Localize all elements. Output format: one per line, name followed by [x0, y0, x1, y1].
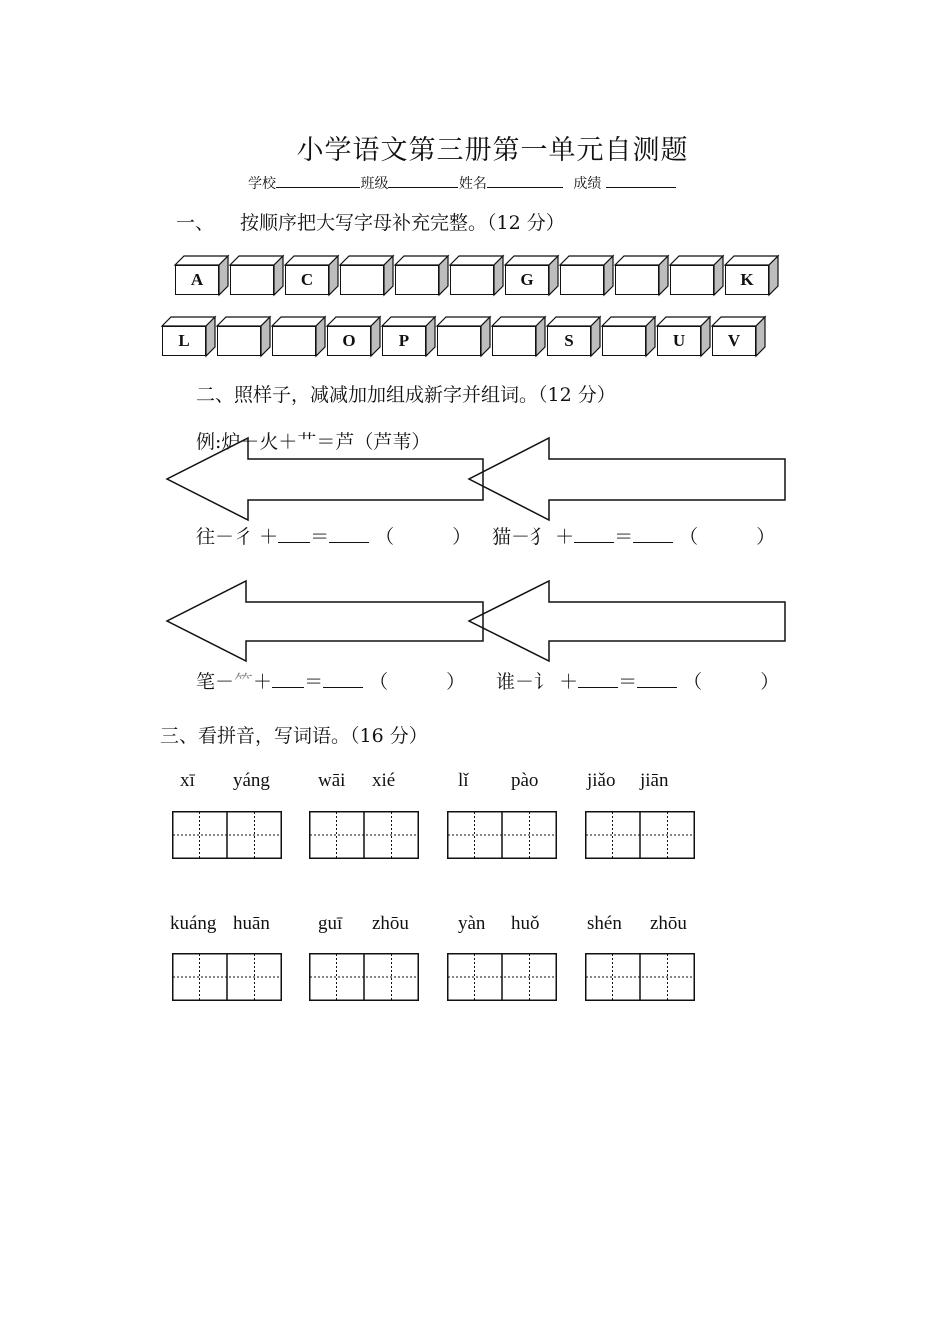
writing-grid[interactable] — [309, 811, 419, 859]
left-arrow-icon — [469, 581, 785, 661]
letter-cell: K — [725, 265, 769, 295]
tianzige-box — [585, 811, 695, 859]
pinyin-syllable: huǒ — [511, 913, 540, 934]
answer-blank[interactable] — [278, 524, 310, 543]
pinyin-syllable: huān — [233, 913, 270, 934]
letter-cell: O — [327, 326, 371, 356]
writing-grid[interactable] — [172, 811, 282, 859]
tianzige-box — [447, 953, 557, 1001]
tianzige-box — [447, 811, 557, 859]
left-arrow-icon — [167, 581, 483, 661]
pinyin-syllable: zhōu — [372, 913, 409, 934]
equation-item: 往－彳 ＋ ＝ （ ） — [196, 526, 472, 548]
tianzige-box — [585, 953, 695, 1001]
pinyin-syllable: jiān — [640, 770, 669, 791]
school-label: 学校 — [248, 176, 276, 192]
pinyin-syllable: zhōu — [650, 913, 687, 934]
pinyin-syllable: shén — [587, 913, 622, 934]
answer-blank[interactable] — [323, 669, 363, 688]
left-arrow-icon — [469, 438, 785, 520]
letter-cell: P — [382, 326, 426, 356]
pinyin-syllable: kuáng — [170, 913, 217, 934]
section1-number: 一、 — [176, 212, 215, 234]
letter-cell: C — [285, 265, 329, 295]
pinyin-syllable: lǐ — [458, 770, 469, 791]
letter-cell: V — [712, 326, 756, 356]
class-label: 班级 — [360, 176, 389, 192]
page-title: 小学语文第三册第一单元自测题 — [296, 135, 689, 166]
pinyin-syllable: xié — [372, 770, 396, 791]
tianzige-box — [309, 811, 419, 859]
writing-grid[interactable] — [172, 953, 282, 1001]
letter-cell: L — [162, 326, 206, 356]
pinyin-syllable: xī — [180, 770, 195, 791]
pinyin-syllable: wāi — [318, 770, 346, 791]
answer-blank[interactable] — [637, 669, 677, 688]
equation-item: 谁－讠 ＋ ＝ （ ） — [496, 671, 780, 693]
name-label: 姓名 — [458, 176, 487, 192]
answer-blank[interactable] — [574, 524, 614, 543]
example-line: 例:炉－火＋艹＝芦（芦苇） — [196, 431, 431, 453]
pinyin-syllable: yáng — [233, 770, 270, 791]
pinyin-syllable: yàn — [458, 913, 486, 934]
answer-blank[interactable] — [633, 524, 673, 543]
writing-grid[interactable] — [585, 811, 695, 859]
answer-blank[interactable] — [329, 524, 369, 543]
equation-item: 笔－⺮＋ ＝ （ ） — [196, 671, 466, 693]
tianzige-box — [172, 953, 282, 1001]
letter-cell: U — [657, 326, 701, 356]
writing-grid[interactable] — [447, 953, 557, 1001]
answer-blank[interactable] — [272, 669, 304, 688]
letter-cell: S — [547, 326, 591, 356]
equation-item: 猫－犭 ＋ ＝ （ ） — [492, 526, 776, 548]
writing-grid[interactable] — [447, 811, 557, 859]
tianzige-box — [309, 953, 419, 1001]
pinyin-syllable: jiǎo — [587, 770, 616, 791]
answer-blank[interactable] — [578, 669, 618, 688]
letter-cell: A — [175, 265, 219, 295]
writing-grid[interactable] — [585, 953, 695, 1001]
writing-grid[interactable] — [309, 953, 419, 1001]
section3-heading: 三、看拼音，写词语。（16 分） — [160, 725, 428, 747]
section1-heading: 按顺序把大写字母补充完整。（12 分） — [240, 212, 565, 234]
pinyin-syllable: guī — [318, 913, 343, 934]
section2-heading: 二、照样子，减减加加组成新字并组词。（12 分） — [196, 384, 616, 406]
score-label: 成绩 — [573, 176, 602, 192]
left-arrow-icon — [167, 438, 483, 520]
letter-cell: G — [505, 265, 549, 295]
pinyin-syllable: pào — [511, 770, 539, 791]
tianzige-box — [172, 811, 282, 859]
